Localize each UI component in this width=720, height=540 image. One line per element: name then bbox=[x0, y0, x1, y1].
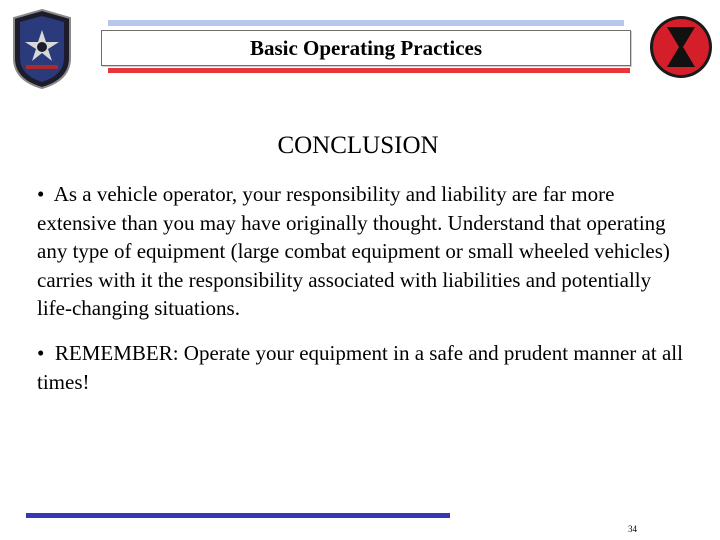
bullet-text: REMEMBER: Operate your equipment in a safe and prudent manner at all times! bbox=[37, 341, 683, 394]
unit-shield-emblem-icon bbox=[10, 8, 74, 90]
bullet-symbol: • bbox=[37, 182, 45, 206]
red-accent-bar bbox=[108, 68, 630, 73]
bullet-symbol: • bbox=[37, 341, 45, 365]
bullet-paragraph bbox=[37, 339, 687, 396]
bullet-paragraph bbox=[37, 180, 687, 323]
slide-title: Basic Operating Practices bbox=[249, 35, 483, 60]
section-heading: CONCLUSION bbox=[277, 132, 439, 159]
division-patch-icon bbox=[648, 14, 714, 80]
bottom-accent-bar bbox=[26, 513, 450, 518]
title-box bbox=[101, 30, 631, 66]
top-accent-bar bbox=[108, 20, 624, 26]
bullet-text: As a vehicle operator, your responsibility and liability are far more extensive than you may have originally thought. Understand that operating any type of equipment (large combat equipment or small wheeled vehicles) carries with it the responsibility associated with liabilities and potentially life-changing situations. bbox=[37, 182, 670, 320]
page-number: 34 bbox=[628, 524, 637, 534]
